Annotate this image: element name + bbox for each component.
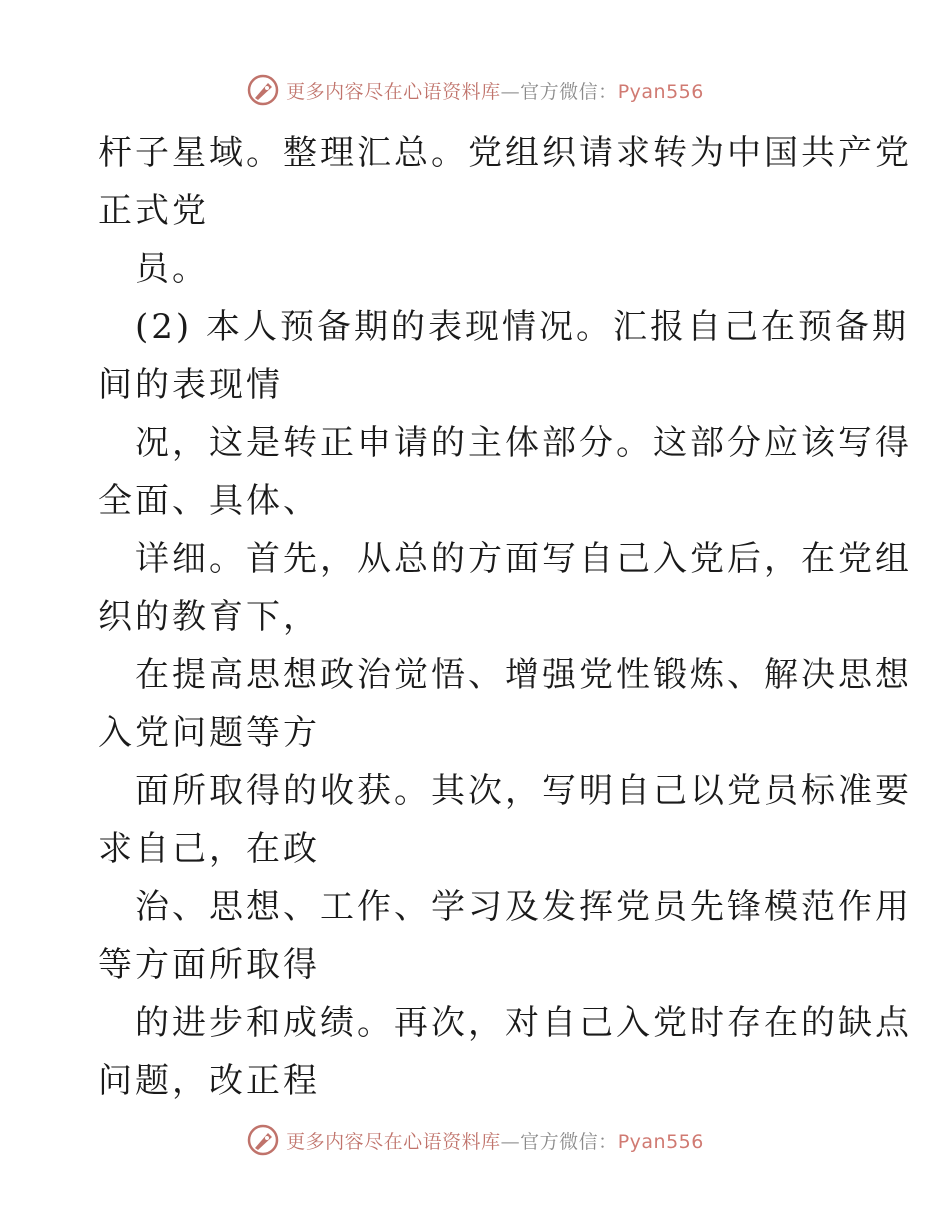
banner-wechat-label: 官方微信：: [520, 80, 618, 103]
text-line: 员。: [135, 249, 209, 289]
banner-wechat-id: Pyan556: [617, 80, 704, 103]
text-line: 杆子星域。整理汇总。党组织请求转为中国共产党: [98, 133, 912, 173]
text-line: 全面、具体、: [98, 481, 320, 521]
text-line: 正式党: [98, 191, 209, 231]
text-line: 问题，改正程: [98, 1061, 320, 1101]
pen-nib-logo-icon: [246, 73, 280, 107]
text-line: 间的表现情: [98, 365, 283, 405]
text-line: 求自己，在政: [98, 829, 320, 869]
banner-wechat-id: Pyan556: [617, 1130, 704, 1153]
text-line: 况，这是转正申请的主体部分。这部分应该写得: [135, 423, 912, 463]
text-line: 在提高思想政治觉悟、增强党性锻炼、解决思想: [135, 655, 912, 695]
banner-dash: —: [500, 1130, 521, 1153]
footer-banner: [0, 1120, 950, 1160]
text-line: 治、思想、工作、学习及发挥党员先锋模范作用: [135, 887, 912, 927]
text-line: 织的教育下，: [98, 597, 320, 637]
banner-dash: —: [500, 80, 521, 103]
text-line: 的进步和成绩。再次，对自己入党时存在的缺点: [135, 1003, 912, 1043]
text-line: 等方面所取得: [98, 945, 320, 985]
text-line: 面所取得的收获。其次，写明自己以党员标准要: [135, 771, 912, 811]
text-line: 入党问题等方: [98, 713, 320, 753]
banner-main-text: 更多内容尽在心语资料库: [286, 80, 501, 103]
text-line: (2) 本人预备期的表现情况。汇报自己在预备期: [135, 307, 909, 347]
pen-nib-logo-icon: [246, 1123, 280, 1157]
header-banner: [0, 70, 950, 110]
banner-main-text: 更多内容尽在心语资料库: [286, 1130, 501, 1153]
banner-wechat-label: 官方微信：: [520, 1130, 618, 1153]
text-line: 详细。首先，从总的方面写自己入党后，在党组: [135, 539, 912, 579]
document-body: [98, 124, 912, 1110]
